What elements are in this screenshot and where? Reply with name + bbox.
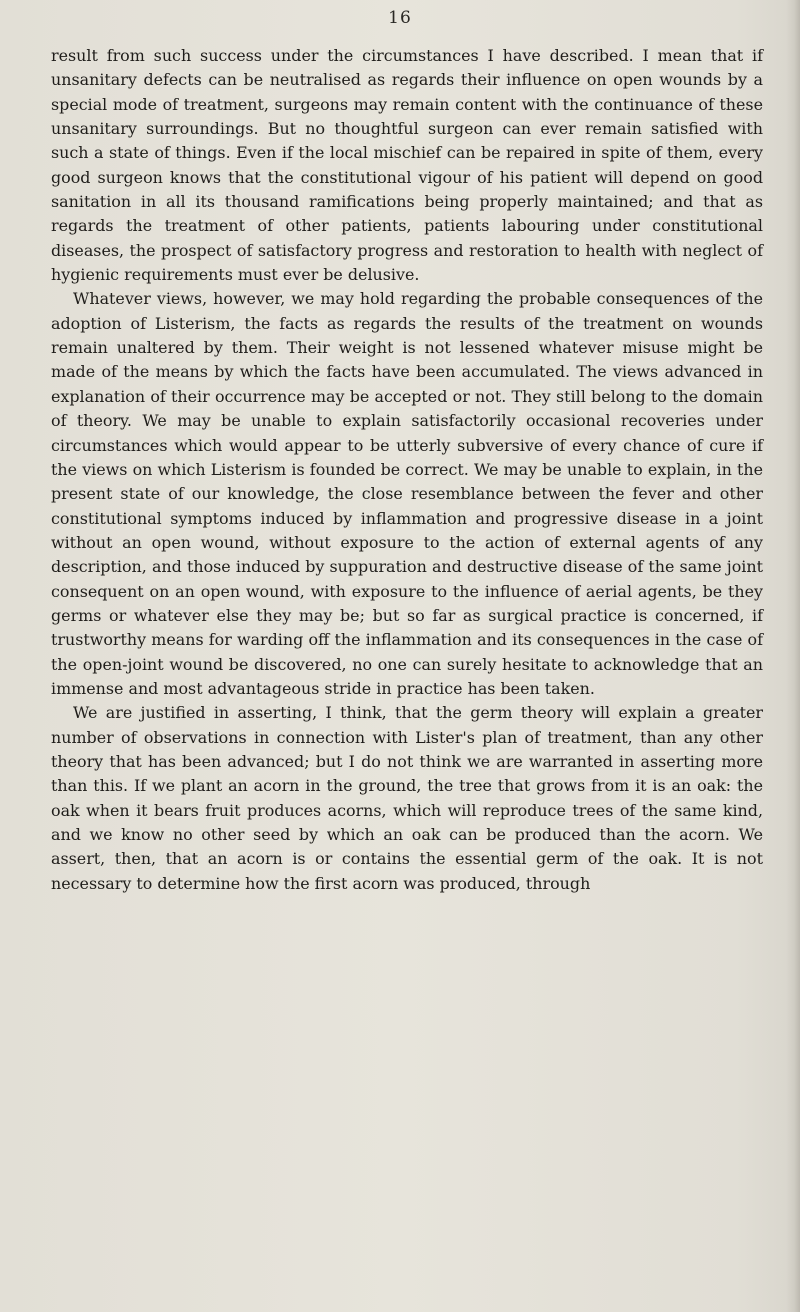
paragraph-1: result from such success under the circumstances I have described. I mean that if unsanitary defects can be neutralised as regards their influence on open wounds by a special mode of treatment, surgeons may remain content with the continuance of these unsanitary surroundings. But no thoughtful surgeon can ever remain satisfied with such a state of things. Even if the local mischief can be repaired in spite of them, every good surgeon knows that the constitutional vigour of his patient will depend on good sanitation in all its thousand ramifications being properly maintained; and that as regards the treatment of other patients, patients labouring under constitutional diseases, the prospect of satisfactory progress and restoration to health with neglect of hygienic requirements must ever be delusive.: [51, 46, 763, 285]
page-edge-shadow: [786, 0, 800, 1312]
paragraph-2: Whatever views, however, we may hold regarding the probable consequences of the adoption of Listerism, the facts as regards the results of the treatment on wounds remain unaltered by them. Their weight is not lessened whatever misuse might be made of the means by which the facts have been accumulated. The views advanced in explanation of their occurrence may be accepted or not. They still belong to the domain of theory. We may be unable to explain satisfactorily occasional recoveries under circumstances which would appear to be utterly subversive of every chance of cure if the views on which Listerism is founded be correct. We may be unable to explain, in the present state of our knowledge, the close resemblance between the fever and other constitutional symptoms induced by inflammation and progressive disease in a joint without an open wound, without exposure to the action of external agents of any description, and those induced by suppuration and destructive disease of the same joint consequent on an open wound, with exposure to the influence of aerial agents, be they germs or whatever else they may be; but so far as surgical practice is concerned, if trustworthy means for warding off the inflammation and its consequences in the case of the open-joint wound be discovered, no one can surely hesitate to acknowledge that an immense and most advantageous stride in practice has been taken.: [51, 289, 763, 698]
body-text: [51, 44, 763, 896]
page-number: 16: [388, 8, 412, 28]
paragraph-3: We are justified in asserting, I think, that the germ theory will explain a greater number of observations in connection with Lister's plan of treatment, than any other theory that has been advanced; but I do not think we are warranted in asserting more than this. If we plant an acorn in the ground, the tree that grows from it is an oak: the oak when it bears fruit produces acorns, which will reproduce trees of the same kind, and we know no other seed by which an oak can be produced than the acorn. We assert, then, that an acorn is or contains the essential germ of the oak. It is not necessary to determine how the first acorn was produced, through: [51, 703, 763, 893]
